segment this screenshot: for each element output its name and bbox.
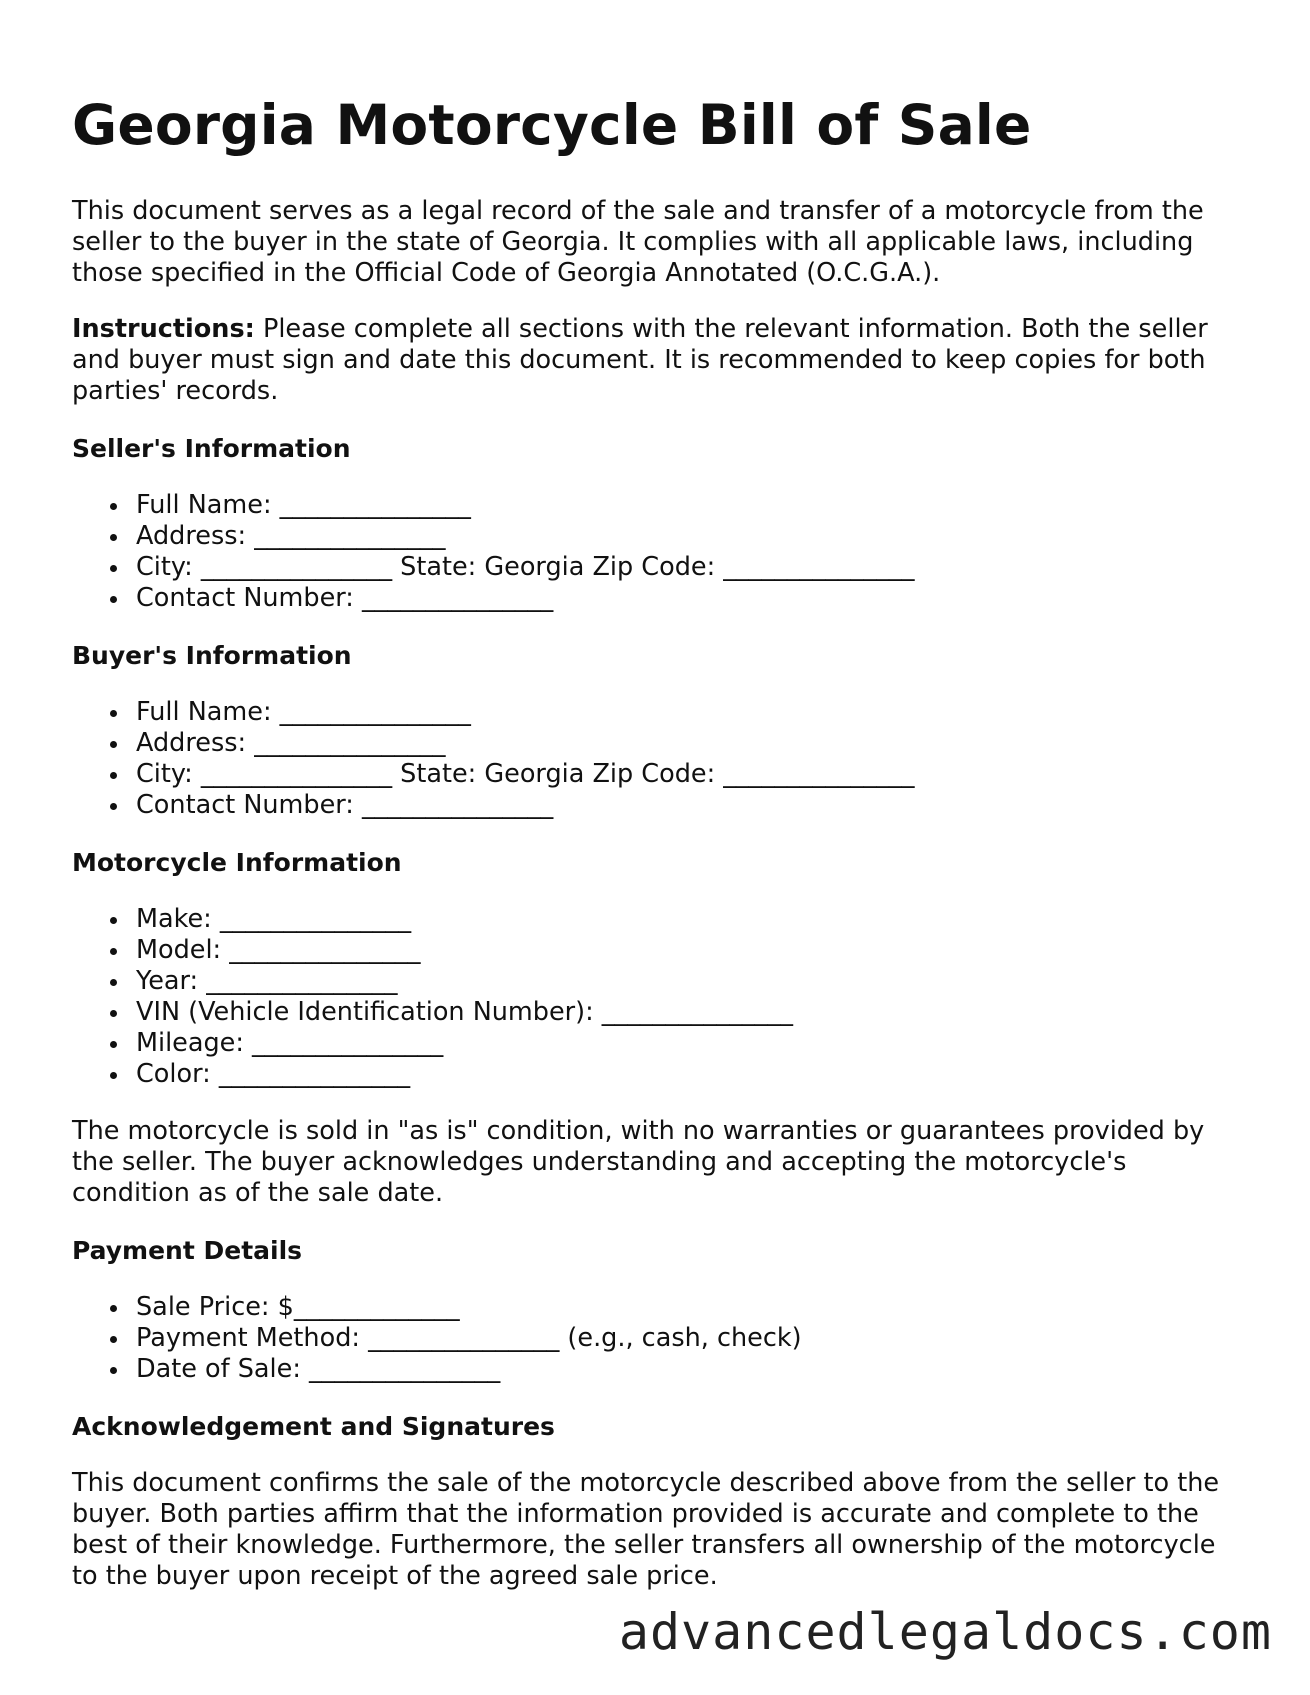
footer-brand-watermark: advancedlegaldocs.com (618, 1603, 1272, 1661)
payment-sale-price: Sale Price: $_____________ (72, 1292, 1238, 1323)
acknowledgement-heading: Acknowledgement and Signatures (72, 1412, 555, 1441)
payment-list (72, 1292, 1238, 1385)
buyer-contact-number: Contact Number: _______________ (72, 790, 1238, 821)
seller-list (72, 490, 1238, 614)
seller-city-state-zip: City: _______________ State: Georgia Zip Code: _______________ (72, 552, 1238, 583)
instructions-paragraph (72, 314, 1238, 407)
payment-heading: Payment Details (72, 1236, 303, 1265)
instructions-text: Please complete all sections with the relevant information. Both the seller and buyer must sign and date this document. It is recommended to keep copies for both parties' records. (72, 314, 1208, 406)
acknowledgement-paragraph: This document confirms the sale of the motorcycle described above from the seller to the buyer. Both parties affirm that the information provided is accurate and complete to the best of their knowledge. Furthermore, the seller transfers all ownership of the motorcycle to the buyer upon receipt of the agreed sale price. (72, 1468, 1220, 1591)
seller-full-name: Full Name: _______________ (72, 490, 1238, 521)
buyer-heading: Buyer's Information (72, 641, 352, 670)
motorcycle-list (72, 904, 1238, 1090)
document-page (72, 0, 1238, 1592)
seller-address: Address: _______________ (72, 521, 1238, 552)
page-title: Georgia Motorcycle Bill of Sale (72, 93, 1032, 157)
seller-heading: Seller's Information (72, 434, 351, 463)
buyer-full-name: Full Name: _______________ (72, 697, 1238, 728)
motorcycle-model: Model: _______________ (72, 935, 1238, 966)
motorcycle-color: Color: _______________ (72, 1059, 1238, 1090)
instructions-label: Instructions: (72, 314, 255, 344)
buyer-city-state-zip: City: _______________ State: Georgia Zip Code: _______________ (72, 759, 1238, 790)
motorcycle-year: Year: _______________ (72, 966, 1238, 997)
seller-contact-number: Contact Number: _______________ (72, 583, 1238, 614)
buyer-list (72, 697, 1238, 821)
as-is-paragraph: The motorcycle is sold in "as is" condition, with no warranties or guarantees provided by the seller. The buyer acknowledges understanding and accepting the motorcycle's condition as of the sale date. (72, 1116, 1205, 1208)
motorcycle-make: Make: _______________ (72, 904, 1238, 935)
payment-method: Payment Method: _______________ (e.g., cash, check) (72, 1323, 1238, 1354)
intro-paragraph: This document serves as a legal record of the sale and transfer of a motorcycle from the seller to the buyer in the state of Georgia. It complies with all applicable laws, including those specified in the Official Code of Georgia Annotated (O.C.G.A.). (72, 196, 1204, 288)
buyer-address: Address: _______________ (72, 728, 1238, 759)
motorcycle-heading: Motorcycle Information (72, 848, 402, 877)
motorcycle-mileage: Mileage: _______________ (72, 1028, 1238, 1059)
motorcycle-vin: VIN (Vehicle Identification Number): _______________ (72, 997, 1238, 1028)
payment-date-of-sale: Date of Sale: _______________ (72, 1354, 1238, 1385)
